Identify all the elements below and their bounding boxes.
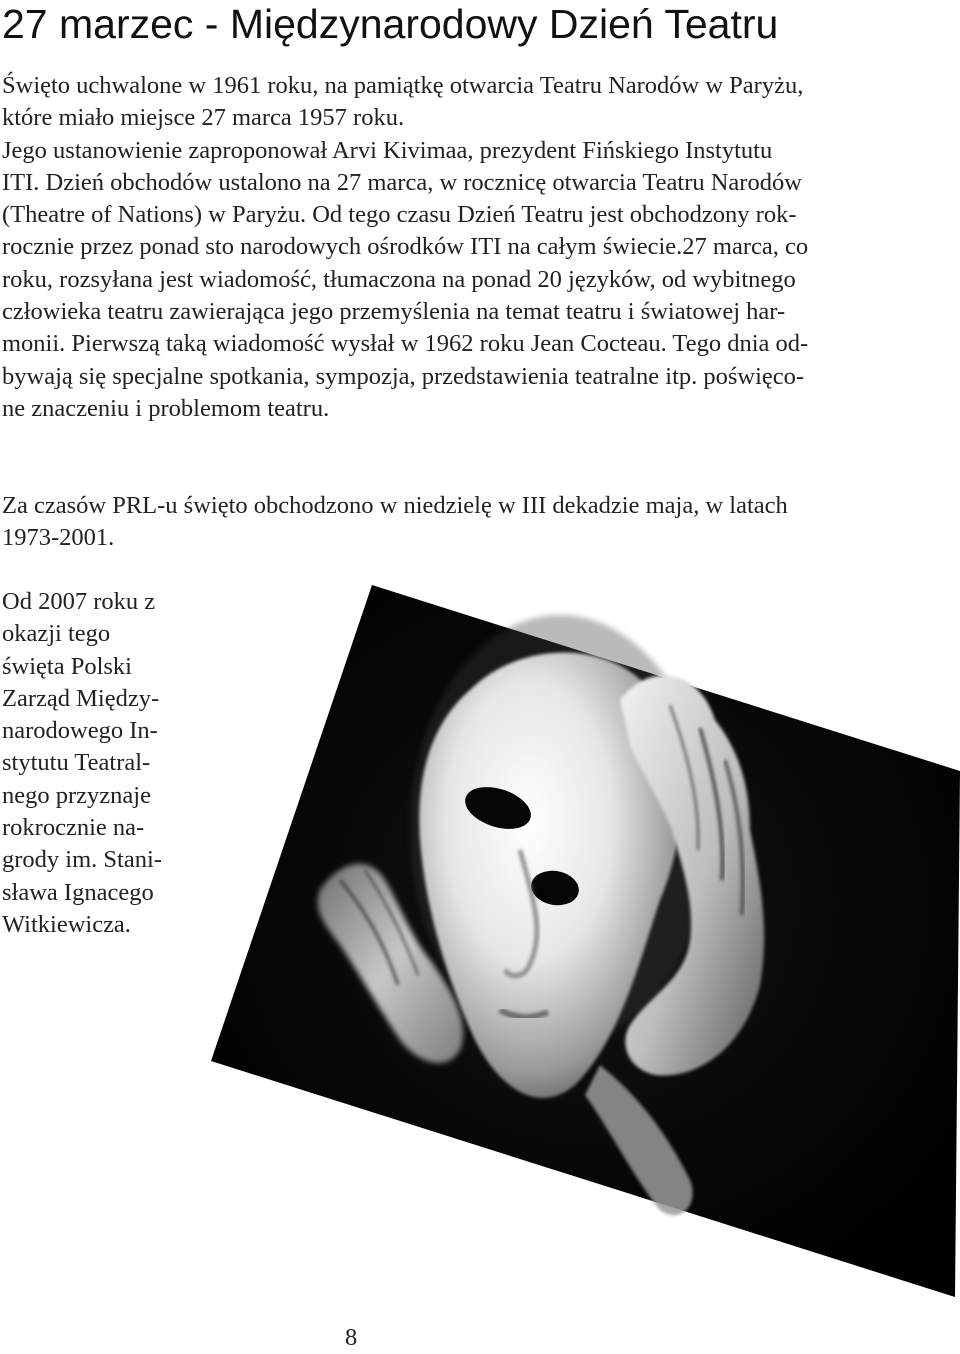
text-line: grody im. Stani- (2, 846, 162, 874)
text-line: stytutu Teatral- (2, 749, 151, 777)
text-line: 1973-2001. (2, 524, 115, 552)
theatre-mask-photo (211, 585, 960, 1297)
text-line: rokrocznie na- (2, 814, 145, 842)
prl-paragraph (2, 490, 788, 555)
page-number: 8 (345, 1324, 358, 1351)
text-line: (Theatre of Nations) w Paryżu. Od tego czasu Dzień Teatru jest obchodzony rok- (2, 201, 797, 229)
text-line: narodowego In- (2, 717, 158, 745)
text-line: Święto uchwalone w 1961 roku, na pamiątkę otwarcia Teatru Narodów w Paryżu, (2, 72, 804, 99)
text-line: Witkiewicza. (2, 910, 131, 938)
text-line: ne znaczeniu i problemom teatru. (2, 394, 330, 422)
intro-paragraph (2, 70, 808, 425)
text-line: monii. Pierwszą taką wiadomość wysłał w 1962 roku Jean Cocteau. Tego dnia od- (2, 330, 809, 358)
text-line: Od 2007 roku z (2, 588, 156, 615)
page-title: 27 marzec - Międzynarodowy Dzień Teatru (2, 1, 779, 47)
text-line: które miało miejsce 27 marca 1957 roku. (2, 104, 405, 132)
text-line: nego przyznaje (2, 781, 151, 809)
side-column-paragraph (2, 586, 162, 941)
text-line: rocznie przez ponad sto narodowych ośrodków ITI na całym świecie.27 marca, co (2, 233, 809, 261)
text-line: człowieka teatru zawierająca jego przemyślenia na temat teatru i światowej har- (2, 298, 786, 326)
text-line: bywają się specjalne spotkania, sympozja, przedstawienia teatralne itp. poświęco- (2, 362, 805, 390)
text-line: święta Polski (2, 652, 132, 680)
text-line: sława Ignacego (2, 878, 154, 906)
text-line: okazji tego (2, 620, 111, 648)
text-line: roku, rozsyłana jest wiadomość, tłumaczona na ponad 20 języków, od wybitnego (2, 265, 796, 293)
text-line: Zarząd Między- (2, 684, 160, 712)
text-line: ITI. Dzień obchodów ustalono na 27 marca, w rocznicę otwarcia Teatru Narodów (2, 168, 802, 196)
text-line: Jego ustanowienie zaproponował Arvi Kivimaa, prezydent Fińskiego Instytutu (2, 136, 773, 164)
text-line: Za czasów PRL-u święto obchodzono w niedzielę w III dekadzie maja, w latach (2, 492, 788, 519)
